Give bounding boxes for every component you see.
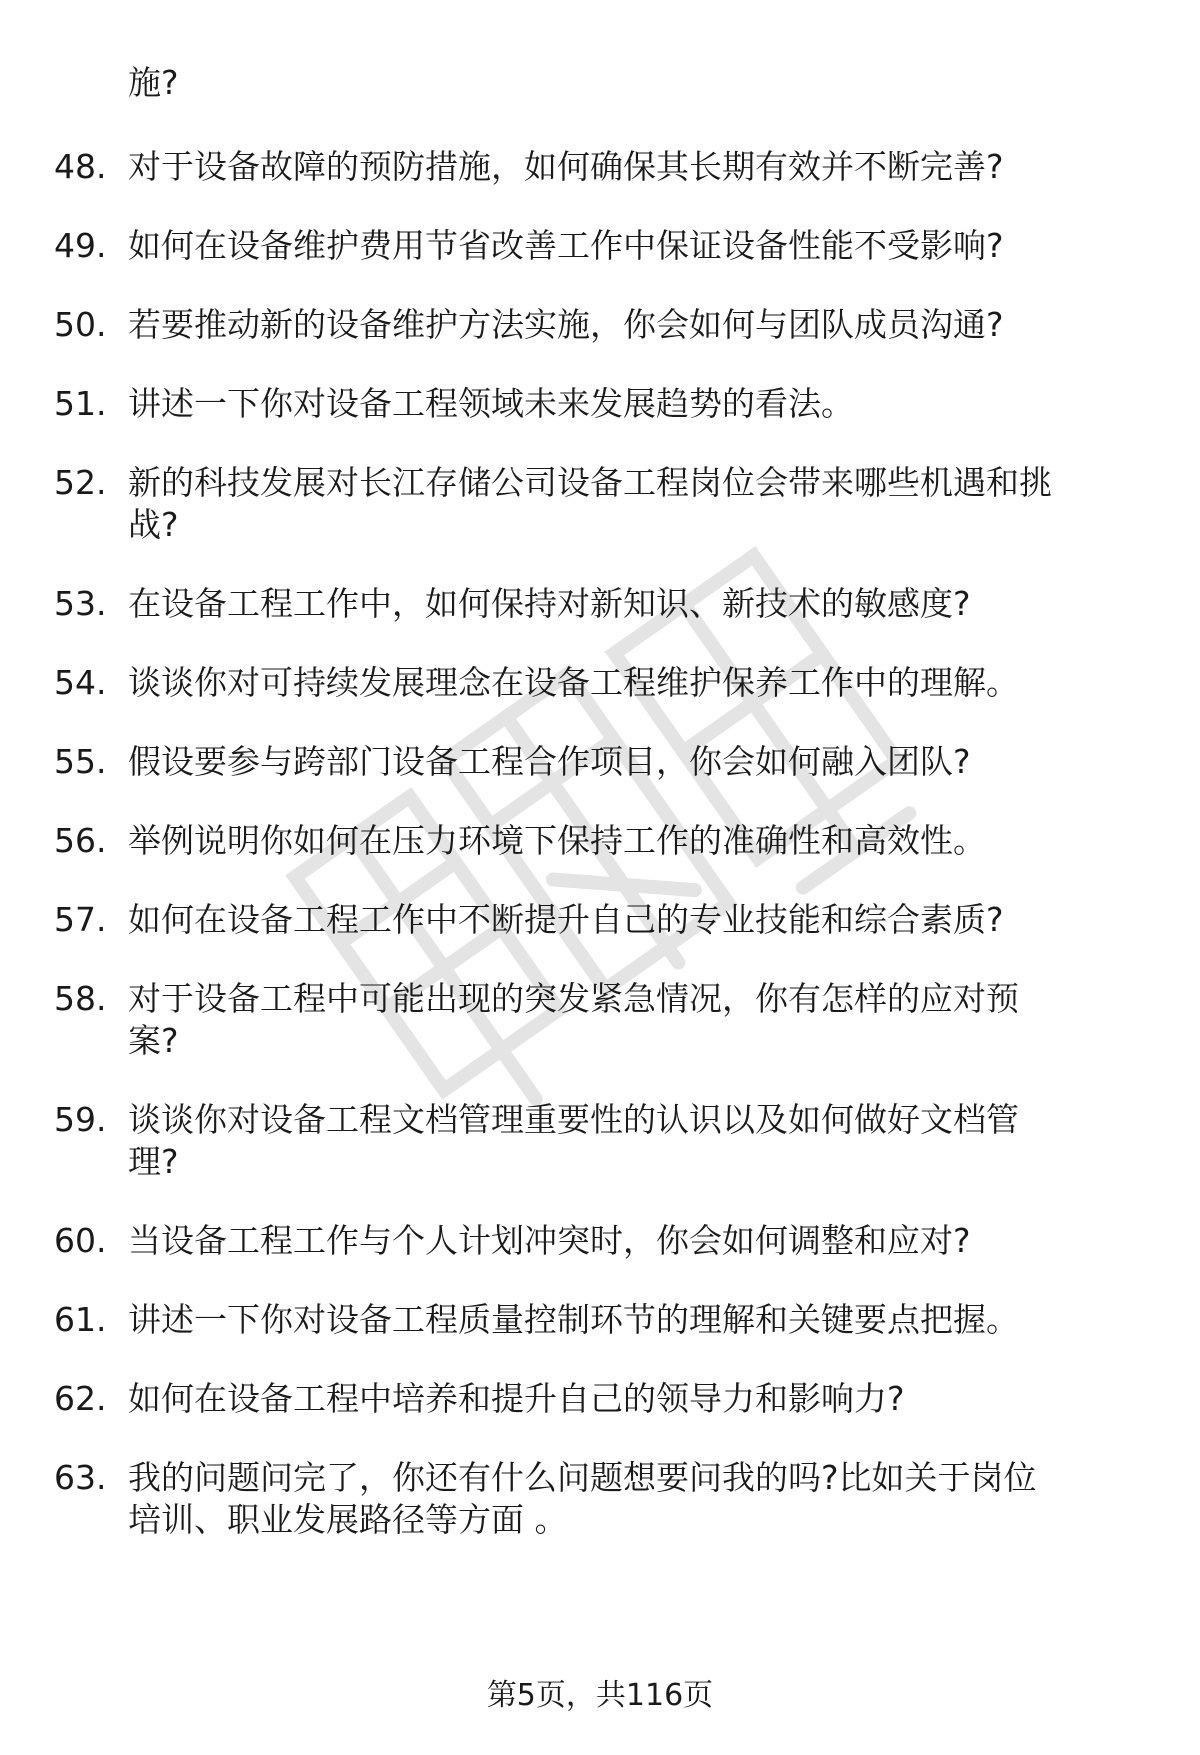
list-item <box>0 304 1200 346</box>
question-number: 62. <box>54 1379 107 1418</box>
list-item <box>0 1378 1200 1420</box>
question-number: 54. <box>54 663 107 702</box>
question-text: 若要推动新的设备维护方法实施，你会如何与团队成员沟通? <box>128 305 1004 344</box>
page-number-footer: 第5页，共116页 <box>486 1678 714 1713</box>
list-item <box>0 225 1200 267</box>
list-item <box>0 1299 1200 1341</box>
question-number: 61. <box>54 1300 107 1339</box>
question-number: 53. <box>54 584 107 623</box>
question-text: 在设备工程工作中，如何保持对新知识、新技术的敏感度? <box>128 584 971 623</box>
question-text: 讲述一下你对设备工程领域未来发展趋势的看法。 <box>128 384 854 423</box>
list-item <box>0 383 1200 425</box>
question-text: 如何在设备工程工作中不断提升自己的专业技能和综合素质? <box>128 900 1004 939</box>
list-item <box>0 1099 1200 1183</box>
question-number: 49. <box>54 226 107 265</box>
question-text: 讲述一下你对设备工程质量控制环节的理解和关键要点把握。 <box>128 1300 1019 1339</box>
question-text: 对于设备工程中可能出现的突发紧急情况，你有怎样的应对预 案? <box>128 979 1019 1060</box>
question-number: 59. <box>54 1100 107 1139</box>
previous-question-continuation: 施? <box>128 63 179 102</box>
question-text: 如何在设备维护费用节省改善工作中保证设备性能不受影响? <box>128 226 1004 265</box>
question-text: 举例说明你如何在压力环境下保持工作的准确性和高效性。 <box>128 821 986 860</box>
question-number: 55. <box>54 742 107 781</box>
list-item <box>0 462 1200 546</box>
question-text: 对于设备故障的预防措施，如何确保其长期有效并不断完善? <box>128 147 1004 186</box>
question-number: 56. <box>54 821 107 860</box>
question-text: 新的科技发展对长江存储公司设备工程岗位会带来哪些机遇和挑 战? <box>128 463 1052 544</box>
question-number: 51. <box>54 384 107 423</box>
question-number: 63. <box>54 1458 107 1497</box>
list-item <box>0 583 1200 625</box>
list-item <box>0 741 1200 783</box>
list-item <box>0 820 1200 862</box>
question-number: 52. <box>54 463 107 502</box>
question-number: 48. <box>54 147 107 186</box>
question-text: 假设要参与跨部门设备工程合作项目，你会如何融入团队? <box>128 742 971 781</box>
list-item <box>0 146 1200 188</box>
list-item <box>0 662 1200 704</box>
list-item <box>0 899 1200 941</box>
question-text: 谈谈你对可持续发展理念在设备工程维护保养工作中的理解。 <box>128 663 1019 702</box>
question-number: 57. <box>54 900 107 939</box>
question-number: 60. <box>54 1221 107 1260</box>
question-number: 58. <box>54 979 107 1018</box>
question-text: 当设备工程工作与个人计划冲突时，你会如何调整和应对? <box>128 1221 971 1260</box>
question-list <box>0 146 1200 1578</box>
list-item <box>0 978 1200 1062</box>
list-item <box>0 1457 1200 1541</box>
question-text: 谈谈你对设备工程文档管理重要性的认识以及如何做好文档管 理? <box>128 1100 1019 1181</box>
question-text: 如何在设备工程中培养和提升自己的领导力和影响力? <box>128 1379 905 1418</box>
list-item <box>0 1220 1200 1262</box>
question-number: 50. <box>54 305 107 344</box>
question-text: 我的问题问完了，你还有什么问题想要问我的吗?比如关于岗位 培训、职业发展路径等方面 。 <box>128 1458 1037 1539</box>
